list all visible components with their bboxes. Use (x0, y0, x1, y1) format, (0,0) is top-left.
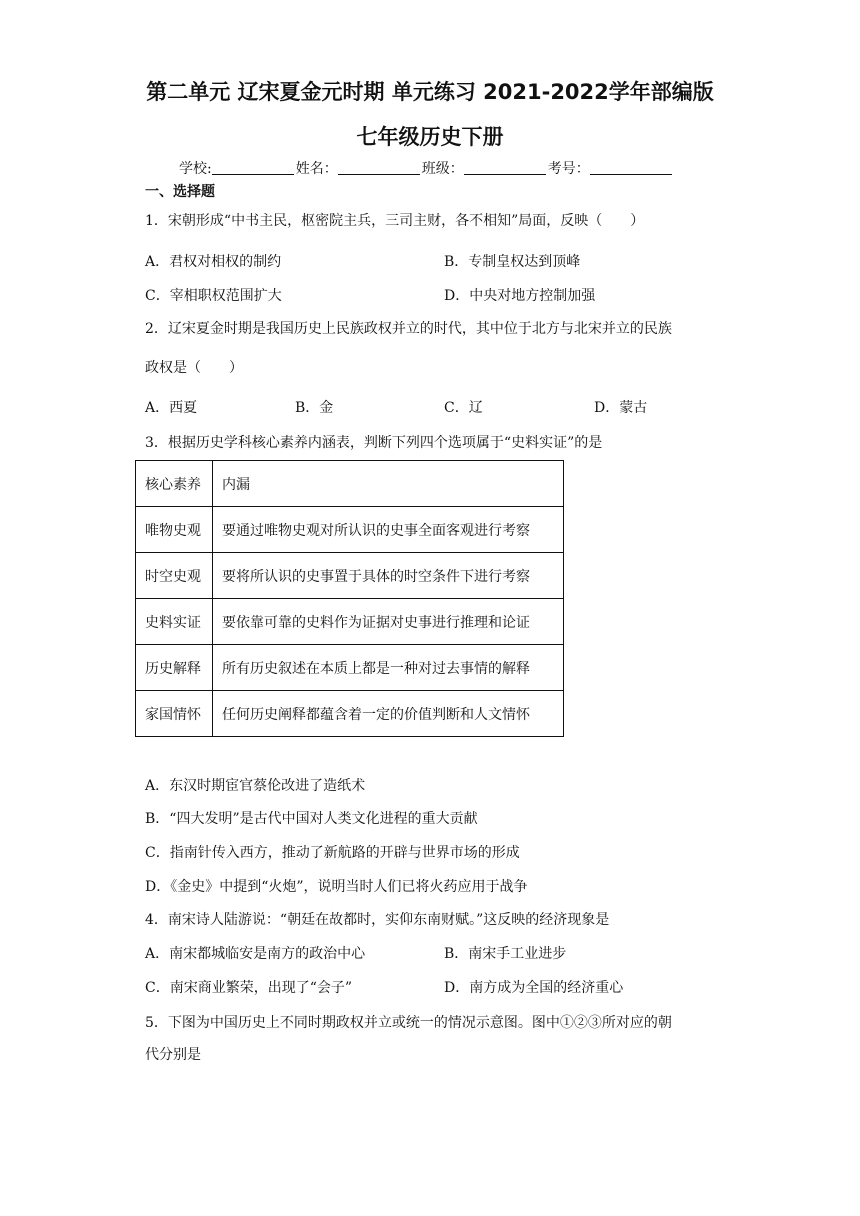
table-cell: 任何历史阐释都蕴含着一定的价值判断和人文情怀 (213, 691, 564, 737)
q1-stem: 1．宋朝形成“中书主民，枢密院主兵，三司主财，各不相知”局面，反映（ ） (145, 213, 645, 229)
q3-stem: 3．根据历史学科核心素养内涵表，判断下列四个选项属于“史料实证”的是 (145, 435, 603, 451)
q1-option-a[interactable]: A．君权对相权的制约 (145, 254, 282, 270)
table-row (136, 691, 564, 737)
q3-option-d[interactable]: D．《金史》中提到“火炮”，说明当时人们已将火药应用于战争 (145, 879, 528, 895)
q1-option-c[interactable]: C．宰相职权范围扩大 (145, 288, 282, 304)
table-row (136, 507, 564, 553)
table-row (136, 645, 564, 691)
table-row (136, 599, 564, 645)
table-cell: 史料实证 (136, 599, 213, 645)
name-label: 姓名： (295, 161, 338, 177)
q2-stem-line-1: 2．辽宋夏金时期是我国历史上民族政权并立的时代，其中位于北方与北宋并立的民族 (145, 321, 672, 337)
q2-option-d[interactable]: D．蒙古 (594, 400, 648, 416)
q4-option-a[interactable]: A．南宋都城临安是南方的政治中心 (145, 946, 366, 962)
table-header-row (136, 461, 564, 507)
class-blank[interactable] (464, 160, 546, 175)
q2-option-c[interactable]: C．辽 (444, 400, 483, 416)
title-line-2: 七年级历史下册 (356, 125, 504, 149)
table-cell: 唯物史观 (136, 507, 213, 553)
q4-option-c[interactable]: C．南宋商业繁荣，出现了“会子” (145, 980, 353, 996)
q2-option-a[interactable]: A．西夏 (145, 400, 198, 416)
q4-option-d[interactable]: D．南方成为全国的经济重心 (444, 980, 624, 996)
table-cell: 要依靠可靠的史料作为证据对史事进行推理和论证 (213, 599, 564, 645)
table-cell: 要通过唯物史观对所认识的史事全面客观进行考察 (213, 507, 564, 553)
q4-stem: 4．南宋诗人陆游说：“朝廷在故都时，实仰东南财赋。”这反映的经济现象是 (145, 912, 610, 928)
table-header-cell: 核心素养 (136, 461, 213, 507)
q3-option-a[interactable]: A．东汉时期宦官蔡伦改进了造纸术 (145, 778, 366, 794)
table-cell: 所有历史叙述在本质上都是一种对过去事情的解释 (213, 645, 564, 691)
table-cell: 时空史观 (136, 553, 213, 599)
q4-option-b[interactable]: B．南宋手工业进步 (444, 946, 567, 962)
table-cell: 要将所认识的史事置于具体的时空条件下进行考察 (213, 553, 564, 599)
title-line-1: 第二单元 辽宋夏金元时期 单元练习 2021-2022学年部编版 (146, 80, 714, 104)
q3-option-c[interactable]: C．指南针传入西方，推动了新航路的开辟与世界市场的形成 (145, 845, 520, 861)
table-header-cell: 内漏 (213, 461, 564, 507)
section-title: 一、选择题 (145, 184, 215, 200)
student-info-line (179, 158, 674, 178)
core-literacy-table (135, 460, 564, 737)
q2-stem-line-2: 政权是（ ） (145, 360, 243, 376)
q1-option-d[interactable]: D．中央对地方控制加强 (444, 288, 596, 304)
q3-option-b[interactable]: B．“四大发明”是古代中国对人类文化进程的重大贡献 (145, 811, 478, 827)
name-blank[interactable] (338, 160, 420, 175)
exam-no-blank[interactable] (590, 160, 672, 175)
table-cell: 家国情怀 (136, 691, 213, 737)
school-blank[interactable] (212, 160, 294, 175)
class-label: 班级： (421, 161, 464, 177)
table-cell: 历史解释 (136, 645, 213, 691)
table-row (136, 553, 564, 599)
school-label: 学校: (179, 161, 212, 177)
q2-option-b[interactable]: B．金 (295, 400, 334, 416)
exam-no-label: 考号： (547, 161, 590, 177)
q1-option-b[interactable]: B．专制皇权达到顶峰 (444, 254, 581, 270)
q5-stem-line-1: 5．下图为中国历史上不同时期政权并立或统一的情况示意图。图中①②③所对应的朝 (145, 1015, 672, 1031)
q5-stem-line-2: 代分别是 (145, 1047, 201, 1063)
